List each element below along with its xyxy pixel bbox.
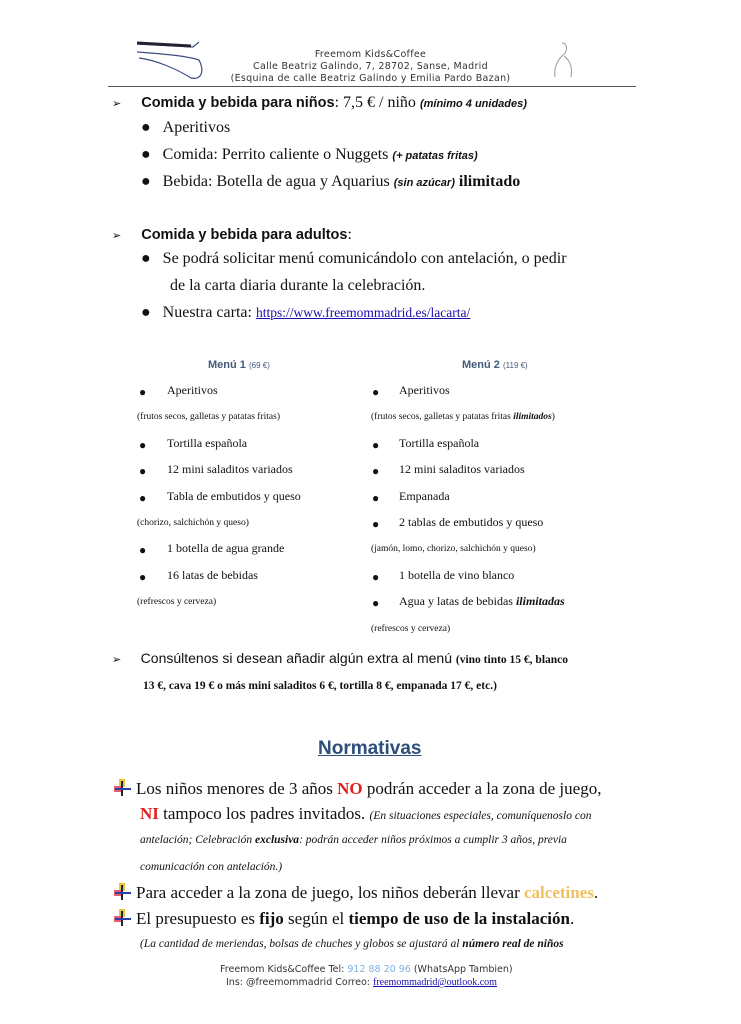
menu-item-label: Aperitivos [399,383,450,397]
arrow-bullet-icon: ➢ [112,653,122,666]
menu-item [139,435,248,454]
bullet-icon: ● [141,250,151,267]
menu-item [139,541,285,559]
menu-item-label: 12 mini saladitos variados [399,462,525,477]
menu-link[interactable]: https://www.freemommadrid.es/lacarta/ [255,305,471,320]
menu-item-note: (refrescos y cerveza) [137,597,217,608]
header-address: Calle Beatriz Galindo, 7, 28702, Sanse, Madrid [253,61,488,72]
kids-item: ● Bebida: Botella de agua y Aquarius (sin azúcar) ilimitado [141,173,521,190]
menu-item-label: 1 botella de agua grande [167,541,285,556]
menu-item [139,488,301,507]
bullet-icon: ● [141,173,151,190]
flag-bullet-icon [114,883,132,900]
header-business-name: Freemom Kids&Coffee [314,49,427,60]
email-link[interactable]: freemommadrid@outlook.com [373,977,497,988]
menu-item-label: Aperitivos [167,383,218,397]
menu-item-note: (chorizo, salchichón y queso) [137,518,249,528]
menu2-heading: Menú 2 (119 €) [462,359,528,371]
kids-section-heading: ➢ Comida y bebida para niños: 7,5 € / niño (mínimo 4 unidades) [112,94,527,111]
menu-item [372,567,515,586]
bullet-icon: ● [372,490,380,505]
bullet-icon: ● [372,596,380,611]
bullet-icon: ● [372,569,380,584]
bullet-icon: ● [141,119,151,136]
menu-item [139,462,293,480]
header-address-note: (Esquina de calle Beatriz Galindo y Emilia Pardo Bazan) [230,73,511,84]
menu-item-label: Empanada [399,488,450,503]
bullet-icon: ● [372,385,380,399]
menu1-heading: Menú 1 (69 €) [208,359,270,371]
arrow-bullet-icon: ➢ [112,97,122,110]
menu-item [139,567,258,586]
rule-3-note: (La cantidad de meriendas, bolsas de chuches y globos se ajustará al número real de niños [140,938,564,950]
rule-1-note: antelación; Celebración exclusiva: podrán acceder niños próximos a cumplir 3 años, previa [140,834,567,846]
flag-bullet-icon [114,909,132,926]
menu-item-note: (frutos secos, galletas y patatas fritas) [137,412,280,423]
rule-1-continued: NI tampoco los padres invitados. (En situaciones especiales, comuníquenoslo con [140,804,592,823]
menu-item [372,383,450,401]
rule-2: Para acceder a la zona de juego, los niños deberán llevar calcetines. [114,883,598,903]
adults-section-heading: ➢ Comida y bebida para adultos: [112,226,352,243]
menu-item [372,435,480,454]
bullet-icon: ● [139,569,147,584]
rule-3: El presupuesto es fijo según el tiempo de uso de la instalación. [114,909,574,929]
menu-item-label: 16 latas de bebidas [167,567,258,582]
menu-item [372,594,565,612]
bullet-icon: ● [372,464,380,479]
kids-item: ● Aperitivos [141,119,231,136]
adults-item: ● Se podrá solicitar menú comunicándolo con antelación, o pedir [141,250,567,267]
menu-item-note: (frutos secos, galletas y patatas fritas ilimitados) [371,412,555,423]
menu-item-label: 1 botella de vino blanco [399,567,515,582]
bullet-icon: ● [372,437,380,452]
extras-line: ➢ Consúltenos si desean añadir algún extra al menú (vino tinto 15 €, blanco [112,650,569,666]
menu-item [372,515,544,533]
extras-line-continued: 13 €, cava 19 € o más mini saladitos 6 €, tortilla 8 €, empanada 17 €, etc.) [143,680,497,692]
menu-item-label: Agua y latas de bebidas ilimitadas [399,594,565,609]
bullet-icon: ● [141,304,151,321]
bullet-icon: ● [141,146,151,163]
menu-item-label: Tortilla española [167,435,248,450]
menu-item-label: Tortilla española [399,435,480,450]
arrow-bullet-icon: ➢ [112,229,122,242]
adults-item: ● Nuestra carta: https://www.freemommadrid.es/lacarta/ [141,304,471,321]
bullet-icon: ● [372,517,380,531]
bullet-icon: ● [139,490,147,505]
footer-social: Ins: @freemommadrid Correo: freemommadrid@outlook.com [226,977,497,988]
menu-item-label: Tabla de embutidos y queso [167,488,301,503]
footer-contact: Freemom Kids&Coffee Tel: 912 88 20 96 (WhatsApp Tambien) [220,964,513,975]
normativas-title: Normativas [318,738,422,759]
adults-item-continued: de la carta diaria durante la celebración. [170,277,426,294]
header-divider [108,86,636,87]
kids-item: ● Comida: Perrito caliente o Nuggets (+ patatas fritas) [141,146,478,163]
menu-item [372,488,450,507]
menu-item-note: (jamón, lomo, chorizo, salchichón y queso) [371,544,536,555]
rule-1: Los niños menores de 3 años NO podrán acceder a la zona de juego, [114,779,601,799]
bullet-icon: ● [139,385,147,399]
bullet-icon: ● [139,543,147,558]
rule-1-note-end: comunicación con antelación.) [140,861,283,873]
menu-item-note: (refrescos y cerveza) [371,623,451,634]
menu-item [372,462,525,480]
menu-item-label: 2 tablas de embutidos y queso [399,515,544,529]
bullet-icon: ● [139,464,147,479]
flag-bullet-icon [114,779,132,796]
menu-item [139,383,218,401]
bullet-icon: ● [139,437,147,452]
menu-item-label: 12 mini saladitos variados [167,462,293,477]
